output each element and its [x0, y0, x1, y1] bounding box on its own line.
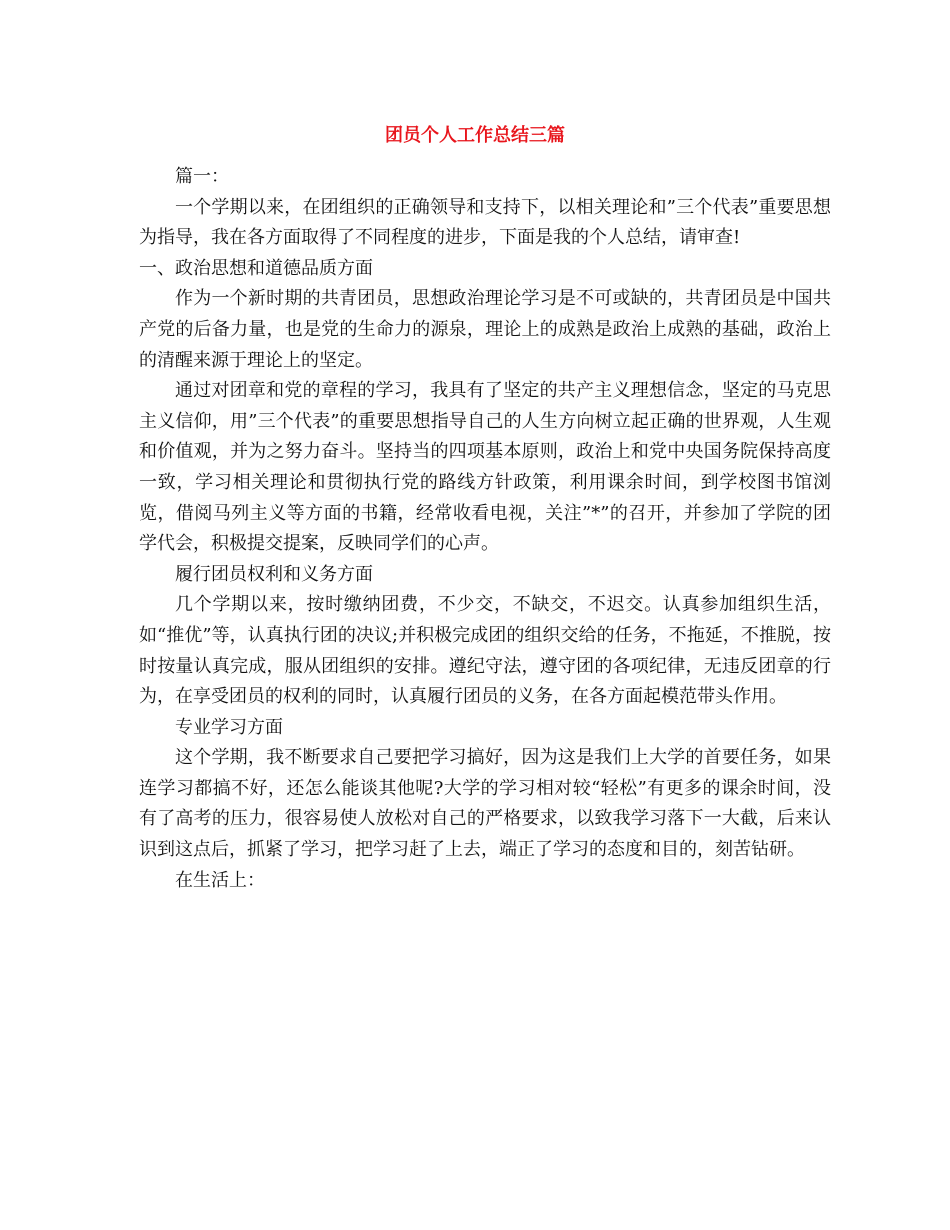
section-heading-life: 在生活上： — [175, 869, 265, 891]
paragraph-intro: 一个学期以来，在团组织的正确领导和支持下，以相关理论和”三个代表”重要思想为指导，我在各方面取得了不同程度的进步，下面是我的个人总结，请审查! — [139, 196, 831, 249]
section-heading-rights-duties: 履行团员权利和义务方面 — [175, 563, 373, 585]
paragraph-party-constitution: 通过对团章和党的章程的学习，我具有了坚定的共产主义理想信念，坚定的马克思主义信仰，用”三个代表”的重要思想指导自己的人生方向树立起正确的世界观，人生观和价值观，并为之努力奋斗。坚持当的四项基本原则，政治上和党中央国务院保持高度一致，学习相关理论和贯彻执行党的路线方针政策，利用课余时间，到学校图书馆浏览，借阅马列主义等方面的书籍，经常收看电视，关注”*”的召开，并参加了学院的团学代会，积极提交提案，反映同学们的心声。 — [139, 380, 831, 555]
section-heading-political: 一、政治思想和道德品质方面 — [139, 257, 373, 279]
paragraph-political-study: 作为一个新时期的共青团员，思想政治理论学习是不可或缺的，共青团员是中国共产党的后备力量，也是党的生命力的源泉，理论上的成熟是政治上成熟的基础，政治上的清醒来源于理论上的坚定。 — [139, 288, 831, 371]
document-body — [139, 162, 831, 896]
section-heading-part-one: 篇一： — [175, 166, 229, 187]
document-title: 团员个人工作总结三篇 — [385, 125, 565, 146]
paragraph-rights-duties: 几个学期以来，按时缴纳团费，不少交，不缺交，不迟交。认真参加组织生活，如“推优”等，认真执行团的决议;并积极完成团的组织交给的任务，不拖延，不推脱，按时按量认真完成，服从团组织的安排。遵纪守法，遵守团的各项纪律，无违反团章的行为，在享受团员的权利的同时，认真履行团员的义务，在各方面起模范带头作用。 — [139, 594, 831, 708]
paragraph-study: 这个学期，我不断要求自己要把学习搞好，因为这是我们上大学的首要任务，如果连学习都搞不好，还怎么能谈其他呢?大学的学习相对较“轻松”有更多的课余时间，没有了高考的压力，很容易使人放松对自己的严格要求，以致我学习落下一大截，后来认识到这点后，抓紧了学习，把学习赶了上去，端正了学习的态度和目的，刻苦钻研。 — [139, 747, 831, 861]
section-heading-study: 专业学习方面 — [175, 716, 283, 738]
